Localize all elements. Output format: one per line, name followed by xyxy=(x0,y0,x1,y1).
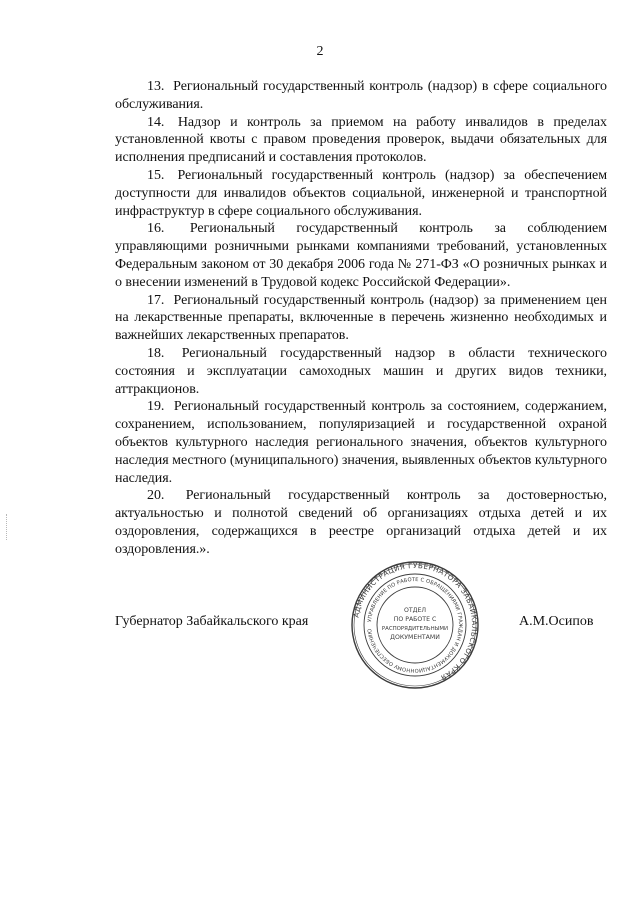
paragraph-number: 19. xyxy=(147,399,165,415)
paragraph-text: Региональный государственный контроль (надзор) за применением цен на лекарственные препараты, включенные в перечень жизненно необходимых и важнейших лекарственных препаратов. xyxy=(115,292,608,344)
document-body xyxy=(115,78,607,559)
stamp-center-line-2: ПО РАБОТЕ С xyxy=(393,616,437,623)
paragraph-text: Региональный государственный контроль за состоянием, содержанием, сохранением, использованием, популяризацией и государственной охраной объектов культурного наследия регионального значения, объектов культурного наследия местного (муниципального) значения, выявленных объектов культурного наследия. xyxy=(115,399,607,486)
paragraph-text: Региональный государственный контроль за соблюдением управляющими розничными рынками компаниями требований, установленных Федеральным законом от 30 декабря 2006 года № 271-ФЗ «О розничных рынках и о внесении изменений в Трудовой кодекс Российской Федерации». xyxy=(115,221,607,290)
stamp-inner-ring xyxy=(377,587,453,663)
signer-title: Губернатор Забайкальского края xyxy=(115,614,309,629)
stamp-center-line-1: ОТДЕЛ xyxy=(403,607,427,614)
margin-scan-mark xyxy=(6,514,9,540)
paragraph-number: 15. xyxy=(147,167,165,183)
paragraph-text: Региональный государственный надзор в области технического состояния и эксплуатации самоходных машин и других видов техники, аттракционов. xyxy=(115,345,608,397)
paragraph-number: 20. xyxy=(147,488,165,504)
paragraph-20 xyxy=(115,487,607,558)
stamp-center-line-3: РАСПОРЯДИТЕЛЬНЫМИ xyxy=(381,626,449,632)
paragraph-19 xyxy=(115,398,607,487)
paragraph-number: 13. xyxy=(147,79,165,94)
paragraph-text: Надзор и контроль за приемом на работу инвалидов в пределах установленной квоты с правом проведения проверок, выдачи обязательных для исполнения предписаний и составления протоколов. xyxy=(115,114,608,166)
paragraph-number: 14. xyxy=(147,114,165,130)
stamp-middle-text: УПРАВЛЕНИЕ ПО РАБОТЕ С ОБРАЩЕНИЯМИ ГРАЖДАН И ДОКУМЕНТАЦИОННОМУ ОБЕСПЕЧЕНИЮ xyxy=(367,576,464,674)
paragraph-14 xyxy=(115,114,607,167)
official-stamp xyxy=(350,560,480,690)
paragraph-text: Региональный государственный контроль за достоверностью, актуальностью и полнотой сведений об организациях отдыха детей и их оздоровления, содержащихся в реестре организаций отдыха детей и их оздоровления.». xyxy=(115,488,607,557)
paragraph-16 xyxy=(115,220,607,291)
stamp-outer-text: АДМИНИСТРАЦИЯ ГУБЕРНАТОРА ЗАБАЙКАЛЬСКОГО КРАЯ xyxy=(351,560,480,683)
paragraph-number: 18. xyxy=(147,345,165,361)
signer-name: А.М.Осипов xyxy=(519,614,594,629)
paragraph-number: 16. xyxy=(147,221,165,237)
stamp-center-line-4: ДОКУМЕНТАМИ xyxy=(390,634,440,641)
paragraph-13 xyxy=(115,78,607,114)
paragraph-text: Региональный государственный контроль (надзор) за обеспечением доступности для инвалидов объектов социальной, инженерной и транспортной инфраструктур в сфере социального обслуживания. xyxy=(115,167,608,219)
paragraph-17 xyxy=(115,292,607,345)
paragraph-text: Региональный государственный контроль (надзор) в сфере социального обслуживания. xyxy=(115,79,607,112)
page-number: 2 xyxy=(316,44,324,59)
paragraph-15 xyxy=(115,167,607,220)
stamp-middle-ring xyxy=(364,574,466,676)
paragraph-number: 17. xyxy=(147,292,165,308)
paragraph-18 xyxy=(115,345,607,398)
